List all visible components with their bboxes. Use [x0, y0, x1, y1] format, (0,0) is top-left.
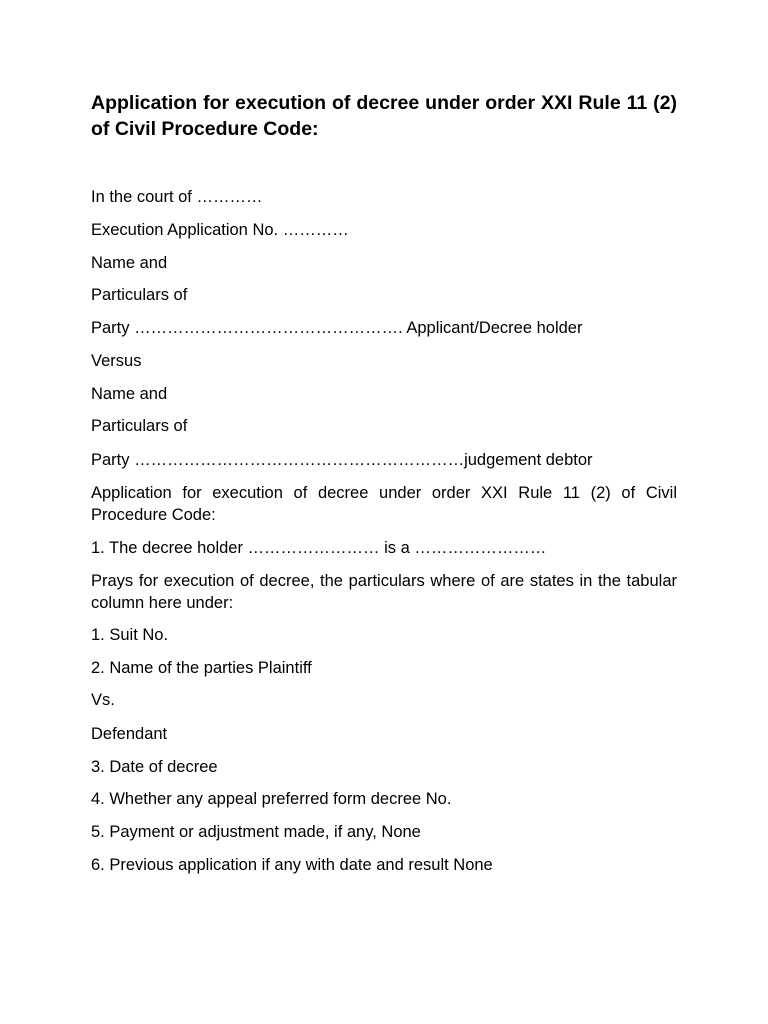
- party1-name-line: Name and: [91, 254, 168, 272]
- decree-holder-line: 1. The decree holder …………………… is a ……………………: [91, 539, 547, 557]
- versus-line: Versus: [91, 352, 142, 370]
- item-suit-no: 1. Suit No.: [91, 626, 169, 644]
- item-parties-plaintiff: 2. Name of the parties Plaintiff: [91, 659, 312, 677]
- item-previous-application: 6. Previous application if any with date and result None: [91, 856, 493, 874]
- prays-paragraph: Prays for execution of decree, the particulars where of are states in the tabular column here under:: [91, 572, 677, 612]
- item-payment: 5. Payment or adjustment made, if any, None: [91, 823, 421, 841]
- execution-application-line: Execution Application No. …………: [91, 221, 349, 239]
- party2-debtor-line: Party ……………………………………………………judgement debtor: [91, 451, 593, 469]
- party2-name-line: Name and: [91, 385, 168, 403]
- item-versus: Vs.: [91, 691, 115, 709]
- party2-particulars-line: Particulars of: [91, 417, 188, 435]
- party1-applicant-line: Party …………………………………………. Applicant/Decree holder: [91, 319, 583, 337]
- document-page: [91, 90, 677, 874]
- party1-particulars-line: Particulars of: [91, 286, 188, 304]
- document-title: Application for execution of decree under order XXI Rule 11 (2) of Civil Procedure Code:: [91, 92, 677, 140]
- court-line: In the court of …………: [91, 188, 263, 206]
- item-defendant: Defendant: [91, 725, 168, 743]
- application-paragraph: Application for execution of decree under order XXI Rule 11 (2) of Civil Procedure Code:: [91, 484, 677, 524]
- item-appeal: 4. Whether any appeal preferred form decree No.: [91, 790, 452, 808]
- item-date-of-decree: 3. Date of decree: [91, 758, 218, 776]
